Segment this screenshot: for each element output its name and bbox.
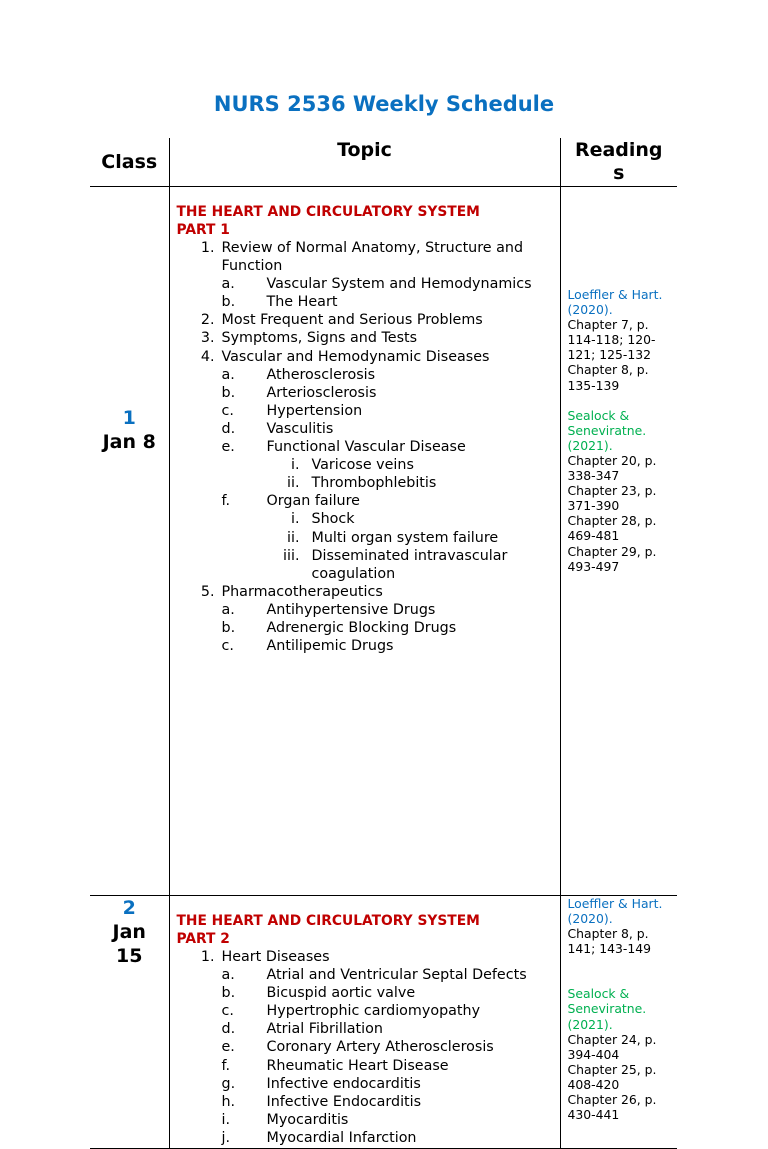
sub-item xyxy=(221,1075,556,1093)
sub-item-text: Coronary Artery Atherosclerosis xyxy=(266,1039,494,1056)
subsub-item xyxy=(290,510,556,528)
class-number: 1 xyxy=(122,407,136,429)
class-date: Jan xyxy=(112,921,146,943)
reading-pages: 135-139 xyxy=(567,377,620,393)
sub-marker: f. xyxy=(221,493,231,510)
sub-item xyxy=(221,293,556,311)
readings-header-line1: Reading xyxy=(574,139,663,161)
sub-item-text: Atherosclerosis xyxy=(266,366,376,383)
sub-item-text: Infective endocarditis xyxy=(266,1075,421,1092)
section-title xyxy=(177,913,556,948)
reading-chapter: Chapter 24, p. xyxy=(567,1031,657,1047)
subsub-item-text: Multi organ system failure xyxy=(311,529,499,546)
page-title: NURS 2536 Weekly Schedule xyxy=(213,92,555,116)
topic-cell xyxy=(169,187,560,896)
subsub-marker: i. xyxy=(290,511,300,528)
reading-chapter: Chapter 29, p. xyxy=(567,543,657,559)
sub-marker: f. xyxy=(221,1057,231,1074)
sub-marker: a. xyxy=(221,366,235,383)
reading-chapter: Chapter 8, p. xyxy=(567,926,649,942)
readings-header xyxy=(560,138,677,187)
list-marker: 2. xyxy=(200,312,215,329)
reading-chapter: Chapter 7, p. xyxy=(567,317,649,333)
subsub-item-text: Varicose veins xyxy=(311,457,414,474)
topic-list xyxy=(177,948,556,1147)
list-item-text: Pharmacotherapeutics xyxy=(221,583,383,600)
reading-pages: 371-390 xyxy=(567,498,620,514)
list-item-text: Review of Normal Anatomy, Structure and xyxy=(221,240,524,256)
subsub-item-text: Thrombophlebitis xyxy=(311,475,437,492)
sub-item-text: Adrenergic Blocking Drugs xyxy=(266,619,457,636)
sub-item xyxy=(221,275,556,293)
list-item-text: Most Frequent and Serious Problems xyxy=(221,312,483,329)
sub-item xyxy=(221,637,556,655)
sub-marker: d. xyxy=(221,420,236,437)
list-item xyxy=(177,348,556,583)
section-title-line2: PART 1 xyxy=(176,221,230,238)
reading-pages: 114-118; 120- xyxy=(567,332,656,348)
sub-item xyxy=(221,1111,556,1129)
list-marker: 5. xyxy=(200,583,215,600)
readings-cell xyxy=(560,896,677,1149)
sub-item-text: Bicuspid aortic valve xyxy=(266,985,416,1002)
sub-marker: c. xyxy=(221,1003,234,1020)
list-item xyxy=(177,239,556,311)
sub-marker: d. xyxy=(221,1021,236,1038)
sub-marker: a. xyxy=(221,276,235,293)
reading-pages: 121; 125-132 xyxy=(567,347,652,363)
header-row xyxy=(90,138,677,187)
sub-item xyxy=(221,492,556,582)
topic-header: Topic xyxy=(169,138,560,187)
sub-marker: e. xyxy=(221,1039,235,1056)
list-item-text: Vascular and Hemodynamic Diseases xyxy=(221,348,490,365)
sub-item-text: Myocardial Infarction xyxy=(266,1129,417,1146)
sub-marker: h. xyxy=(221,1093,236,1110)
reading-source-loeffler: Loeffler & Hart. (2020). xyxy=(567,287,663,318)
class-date-cont: 15 xyxy=(116,945,143,967)
reading-pages: 430-441 xyxy=(567,1107,620,1123)
subsub-item-text: Disseminated intravascular xyxy=(311,547,508,564)
sub-marker: g. xyxy=(221,1075,236,1092)
subsub-marker: ii. xyxy=(287,529,300,546)
sub-marker: c. xyxy=(221,402,234,419)
sub-item xyxy=(221,438,556,492)
sub-marker: i. xyxy=(221,1111,231,1128)
section-title-line1: THE HEART AND CIRCULATORY SYSTEM xyxy=(176,204,480,220)
list-item-text: Heart Diseases xyxy=(221,949,330,965)
section-title-line1: THE HEART AND CIRCULATORY SYSTEM xyxy=(176,913,480,929)
sub-item xyxy=(221,1002,556,1020)
sub-item xyxy=(221,1020,556,1038)
reading-source-loeffler: Loeffler & Hart. (2020). xyxy=(567,896,663,927)
sub-item xyxy=(221,402,556,420)
sub-marker: b. xyxy=(221,384,236,401)
reading-chapter: Chapter 8, p. xyxy=(567,362,649,378)
class-cell xyxy=(90,896,169,1149)
class-date: Jan 8 xyxy=(102,431,156,453)
class-cell xyxy=(90,187,169,896)
sub-item-text: Infective Endocarditis xyxy=(266,1093,422,1110)
sub-item-text: Hypertension xyxy=(266,402,363,419)
sub-marker: b. xyxy=(221,619,236,636)
section-title-line2: PART 2 xyxy=(176,930,230,947)
sub-item xyxy=(221,1057,556,1075)
reading-chapter: Chapter 28, p. xyxy=(567,513,657,529)
list-item xyxy=(177,583,556,655)
reading-pages: 493-497 xyxy=(567,558,620,574)
reading-pages: 141; 143-149 xyxy=(567,941,652,957)
readings-cell xyxy=(560,187,677,896)
sub-item-text: Vasculitis xyxy=(266,420,334,437)
sub-item-text: Arteriosclerosis xyxy=(266,384,377,401)
sub-item xyxy=(221,984,556,1002)
schedule-table xyxy=(90,138,677,1149)
subsub-item xyxy=(287,474,556,492)
sub-item xyxy=(221,366,556,384)
list-item-text: Symptoms, Signs and Tests xyxy=(221,330,418,347)
sub-marker: e. xyxy=(221,439,235,456)
subsub-marker: ii. xyxy=(287,475,300,492)
class-header: Class xyxy=(90,138,169,187)
list-marker: 1. xyxy=(200,240,215,256)
reading-pages: 338-347 xyxy=(567,468,620,484)
reading-pages: 469-481 xyxy=(567,528,620,544)
sub-item xyxy=(221,384,556,402)
list-item xyxy=(177,311,556,329)
subsub-item xyxy=(290,456,556,474)
list-item xyxy=(177,948,556,1147)
reading-source-sealock: Sealock & Seneviratne. (2021). xyxy=(567,986,647,1032)
subsub-marker: i. xyxy=(290,457,300,474)
sub-item-text: Functional Vascular Disease xyxy=(266,439,466,456)
sub-item-text: Vascular System and Hemodynamics xyxy=(266,276,532,293)
sub-marker: b. xyxy=(221,985,236,1002)
sub-marker: a. xyxy=(221,601,235,618)
reading-source-sealock: Sealock & Seneviratne. (2021). xyxy=(567,407,647,453)
sub-item-text: Atrial and Ventricular Septal Defects xyxy=(266,967,527,984)
list-marker: 4. xyxy=(200,348,215,365)
sub-marker: c. xyxy=(221,638,234,655)
sub-item xyxy=(221,1093,556,1111)
sub-item-text: Myocarditis xyxy=(266,1111,349,1128)
list-item-text-cont: Function xyxy=(221,258,283,275)
sub-item xyxy=(221,1038,556,1056)
sub-item xyxy=(221,619,556,637)
reading-chapter: Chapter 20, p. xyxy=(567,452,657,468)
sub-item-text: Atrial Fibrillation xyxy=(266,1021,383,1038)
sub-item xyxy=(221,1129,556,1147)
reading-pages: 408-420 xyxy=(567,1076,620,1092)
list-marker: 3. xyxy=(200,330,215,347)
sub-item-text: Antihypertensive Drugs xyxy=(266,601,436,618)
sub-item xyxy=(221,966,556,984)
reading-chapter: Chapter 26, p. xyxy=(567,1092,657,1108)
sub-item xyxy=(221,601,556,619)
subsub-item xyxy=(287,529,556,547)
list-marker: 1. xyxy=(200,949,215,965)
class-number: 2 xyxy=(122,897,136,919)
sub-item-text: Hypertrophic cardiomyopathy xyxy=(266,1003,481,1020)
reading-pages: 394-404 xyxy=(567,1046,620,1062)
section-title xyxy=(177,204,556,239)
topic-cell xyxy=(169,896,560,1149)
week-row xyxy=(90,187,677,896)
subsub-item-text: Shock xyxy=(311,511,355,528)
sub-item-text: Rheumatic Heart Disease xyxy=(266,1057,449,1074)
sub-marker: b. xyxy=(221,294,236,311)
sub-marker: a. xyxy=(221,967,235,984)
week-row xyxy=(90,896,677,1149)
reading-chapter: Chapter 25, p. xyxy=(567,1061,657,1077)
sub-item xyxy=(221,420,556,438)
sub-marker: j. xyxy=(221,1129,231,1146)
subsub-item xyxy=(283,547,556,583)
reading-chapter: Chapter 23, p. xyxy=(567,483,657,499)
sub-item-text: Antilipemic Drugs xyxy=(266,638,394,655)
subsub-marker: iii. xyxy=(283,547,300,564)
readings-header-line2: s xyxy=(613,162,625,184)
topic-list xyxy=(177,239,556,655)
subsub-item-text-cont: coagulation xyxy=(311,565,396,582)
sub-item-text: The Heart xyxy=(266,294,338,311)
list-item xyxy=(177,329,556,347)
sub-item-text: Organ failure xyxy=(266,493,360,510)
